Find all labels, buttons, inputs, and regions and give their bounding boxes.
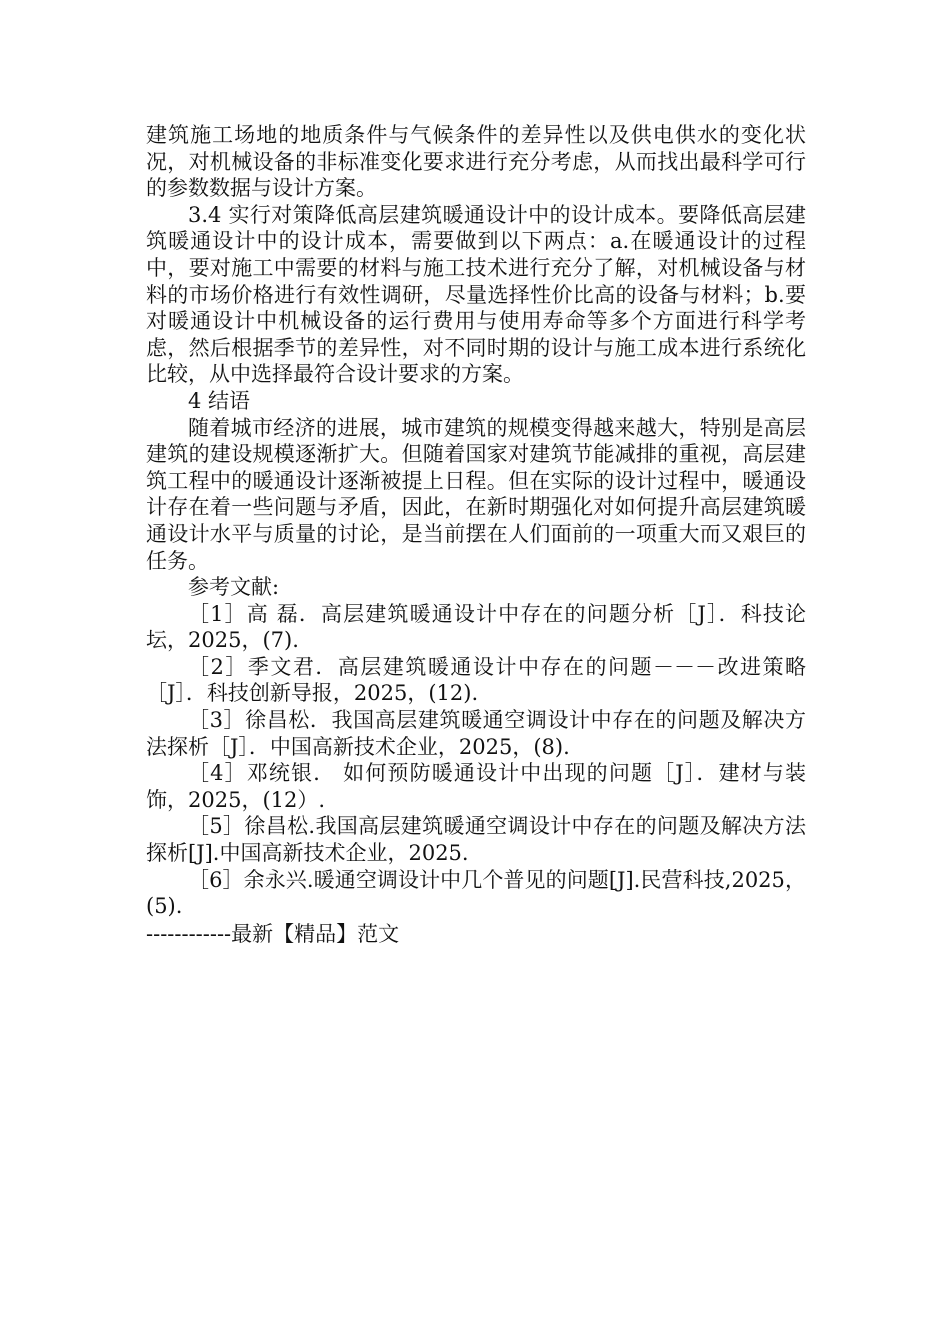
footer-text: ------------最新【精品】范文 [146,922,400,946]
paragraph-conclusion: 随着城市经济的进展，城市建筑的规模变得越来越大，特别是高层建筑的建设规模逐渐扩大。但随着国家对建筑节能减排的重视，高层建筑工程中的暖通设计逐渐被提上日程。但在实际的设计过程中，暖通设计存在着一些问题与矛盾，因此，在新时期强化对如何提升高层建筑暖通设计水平与质量的讨论，是当前摆在人们面前的一项重大而又艰巨的任务。 [146,415,806,573]
paragraph-continuation: 建筑施工场地的地质条件与气候条件的差异性以及供电供水的变化状况，对机械设备的非标准变化要求进行充分考虑，从而找出最科学可行的参数数据与设计方案。 [146,123,806,201]
document-body [146,122,806,920]
paragraph-section-3-4: 3.4 实行对策降低高层建筑暖通设计中的设计成本。要降低高层建筑暖通设计中的设计成本，需要做到以下两点：a.在暖通设计的过程中，要对施工中需要的材料与施工技术进行充分了解，对机械设备与材料的市场价格进行有效性调研，尽量选择性价比高的设备与材料；b.要对暖通设计中机械设备的运行费用与使用寿命等多个方面进行科学考虑，然后根据季节的差异性，对不同时期的设计与施工成本进行系统化比较，从中选择最符合设计要求的方案。 [146,202,806,387]
reference-item-4: ［4］邓统银． 如何预防暖通设计中出现的问题［J］．建材与装饰，2025，(12）. [146,761,806,812]
references-heading: 参考文献: [188,575,280,600]
reference-item-2: ［2］季文君．高层建筑暖通设计中存在的问题－－－改进策略［J］．科技创新导报，2025，(12). [146,654,806,706]
reference-item-3: ［3］徐昌松．我国高层建筑暖通空调设计中存在的问题及解决方法探析［J］．中国高新技术企业，2025，(8). [146,708,806,759]
reference-item-1: ［1］高 磊．高层建筑暖通设计中存在的问题分析［J］．科技论坛，2025，(7). [146,601,806,653]
section-heading-conclusion: 4 结语 [188,388,251,413]
reference-item-6: ［6］余永兴.暖通空调设计中几个普见的问题[J].民营科技,2025，(5). [146,867,806,919]
reference-item-5: ［5］徐昌松.我国高层建筑暖通空调设计中存在的问题及解决方法探析[J].中国高新技术企业，2025. [146,814,806,866]
